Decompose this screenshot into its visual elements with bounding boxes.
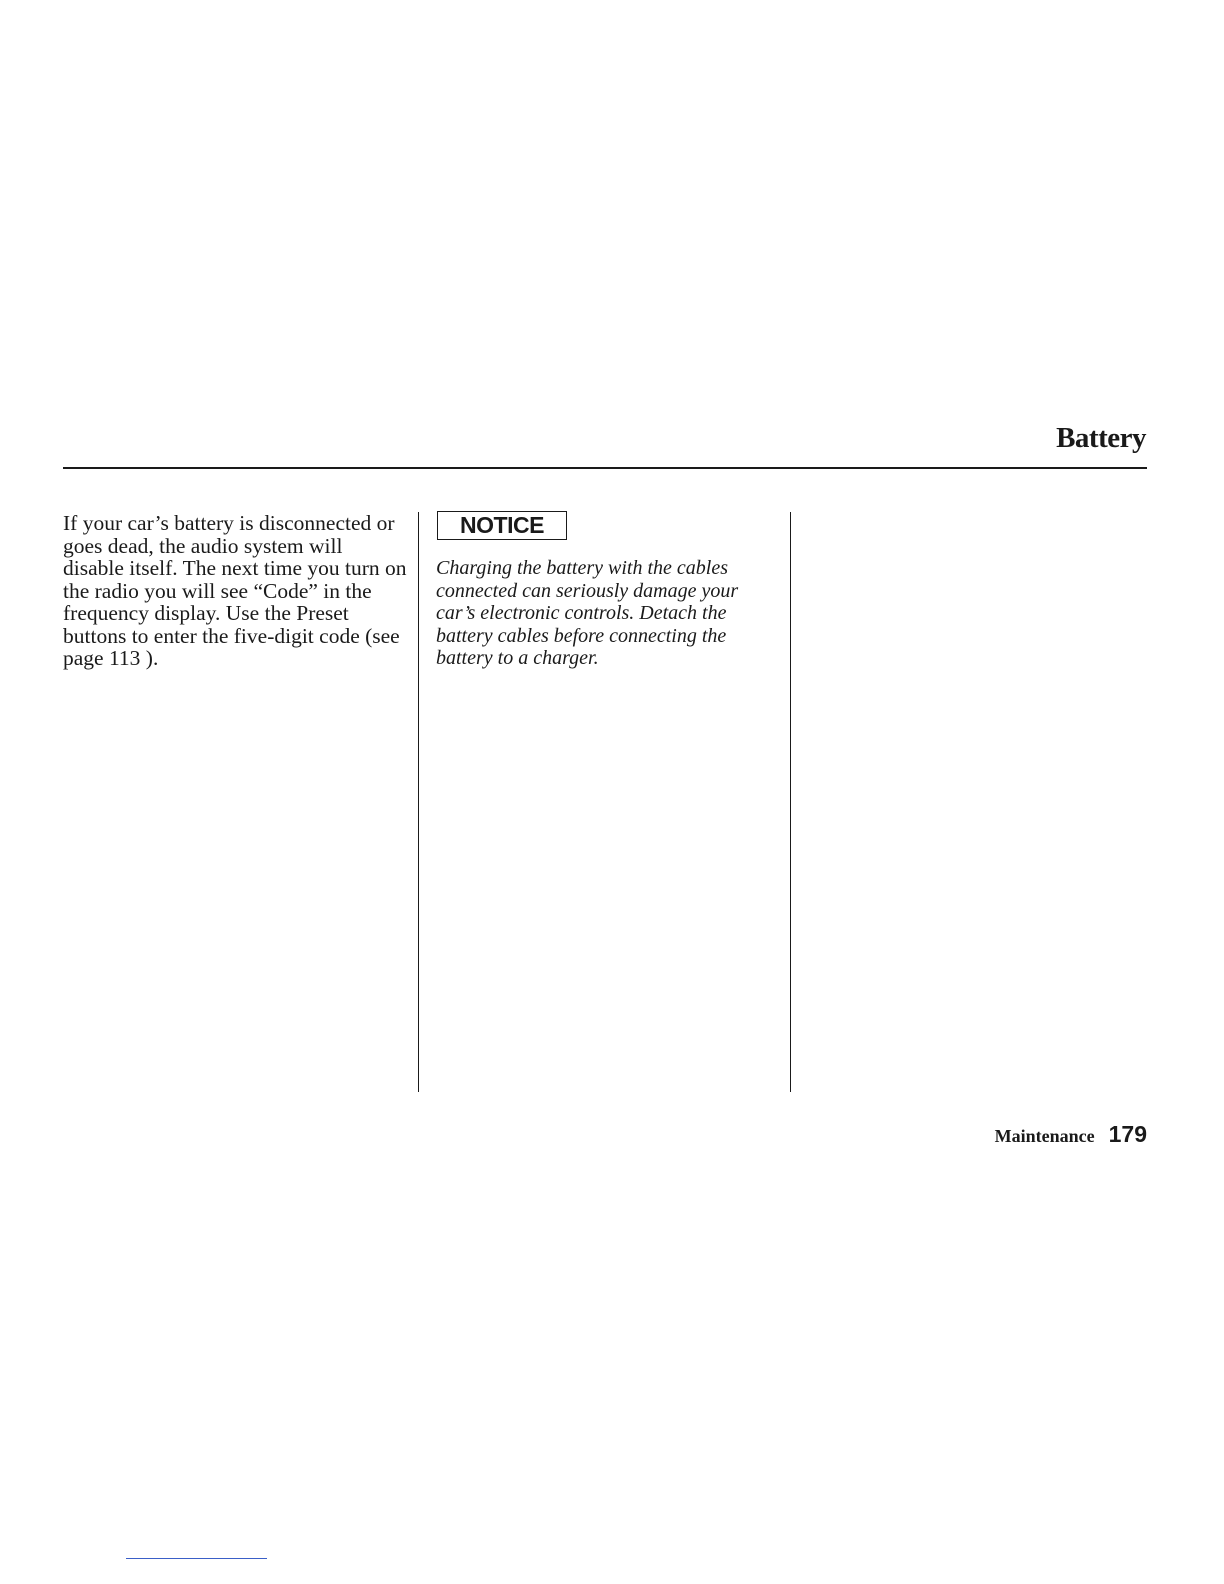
notice-label: NOTICE xyxy=(437,511,567,540)
page-title: Battery xyxy=(1056,422,1146,454)
column-divider-left xyxy=(418,512,419,1092)
battery-disconnect-paragraph: If your car’s battery is disconnected or goes dead, the audio system will disable itself. The next time you turn on the radio you will see “Code” in the frequency display. Use the Preset buttons to enter the five-digit code (see page 113 ). xyxy=(63,511,407,670)
bottom-link-underline xyxy=(126,1558,267,1559)
page-footer xyxy=(995,1121,1147,1148)
footer-section-name: Maintenance xyxy=(994,1126,1095,1146)
header-divider xyxy=(63,467,1147,469)
column-divider-right xyxy=(790,512,791,1092)
page-number: 179 xyxy=(1108,1121,1147,1147)
notice-text: Charging the battery with the cables connected can seriously damage your car’s electronic controls. Detach the battery cables before connecting the battery to a charger. xyxy=(436,557,739,669)
